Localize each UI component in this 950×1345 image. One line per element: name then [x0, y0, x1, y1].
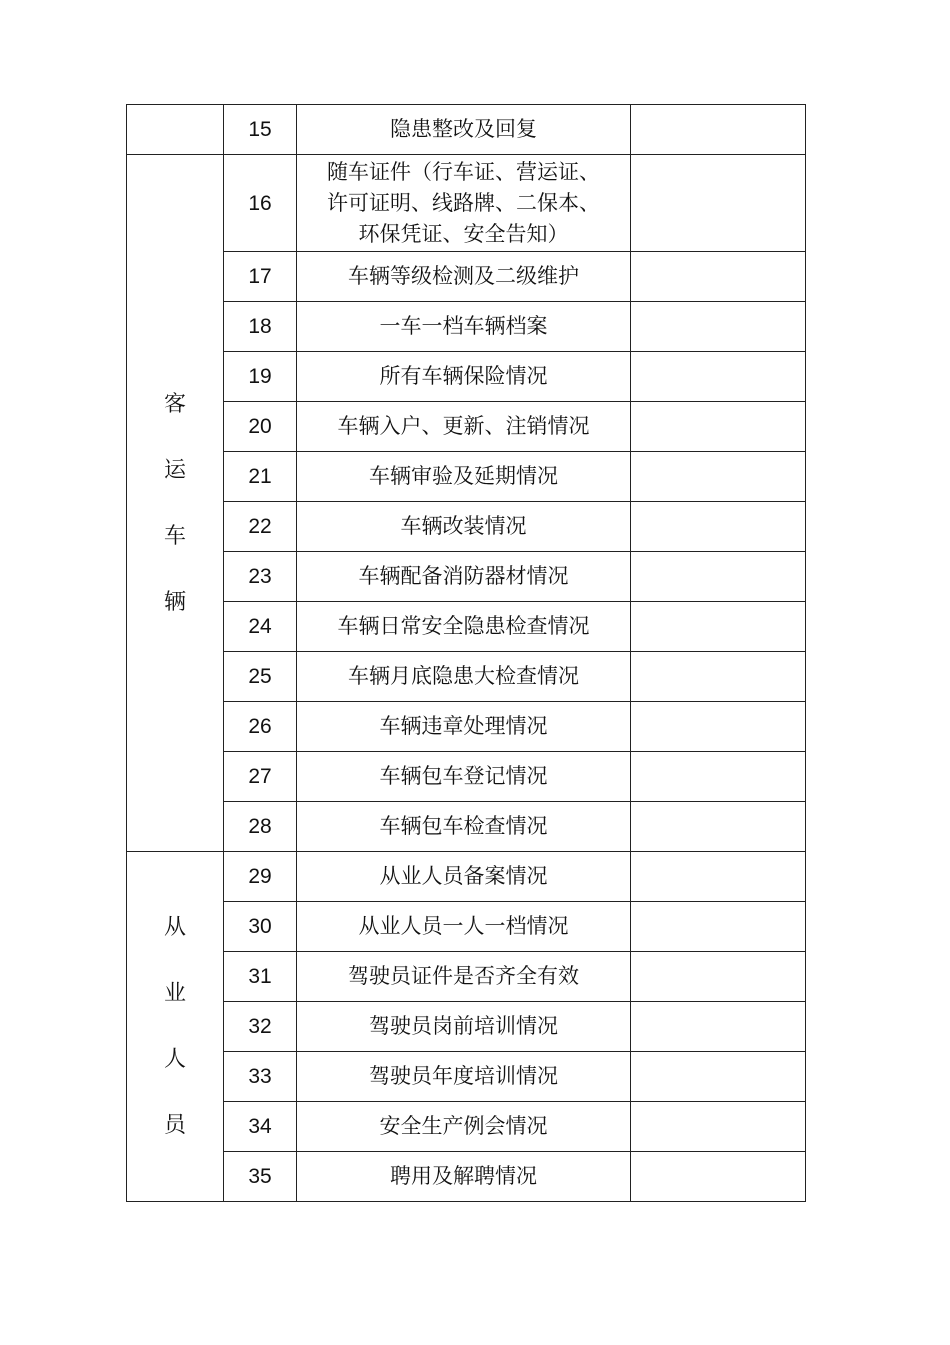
item-text: 安全生产例会情况 — [379, 1114, 548, 1138]
note-cell — [631, 402, 806, 452]
category-char: 车 — [163, 523, 186, 549]
table-row — [127, 502, 806, 552]
row-number: 31 — [224, 952, 297, 1002]
table-row — [127, 302, 806, 352]
table-row — [127, 105, 806, 155]
table-row — [127, 1102, 806, 1152]
item-text: 隐患整改及回复 — [390, 117, 537, 141]
table-row — [127, 902, 806, 952]
table-row — [127, 402, 806, 452]
row-number: 33 — [224, 1052, 297, 1102]
category-char: 从 — [163, 915, 186, 940]
note-cell — [631, 502, 806, 552]
item-text-line: 许可证明、线路牌、二保本、 — [327, 190, 600, 215]
note-cell — [631, 752, 806, 802]
item-cell — [297, 1002, 631, 1052]
category-char: 员 — [163, 1113, 186, 1138]
note-cell — [631, 1052, 806, 1102]
row-number: 28 — [224, 802, 297, 852]
row-number: 19 — [224, 352, 297, 402]
item-text: 聘用及解聘情况 — [390, 1164, 537, 1188]
item-text: 从业人员备案情况 — [379, 864, 548, 888]
category-label-practitioners — [127, 911, 223, 1142]
table-row — [127, 252, 806, 302]
item-text: 驾驶员岗前培训情况 — [369, 1014, 558, 1038]
table-row — [127, 155, 806, 252]
table-row — [127, 602, 806, 652]
row-number: 15 — [224, 105, 297, 155]
category-char: 运 — [163, 457, 186, 483]
row-number: 18 — [224, 302, 297, 352]
table-row — [127, 352, 806, 402]
item-cell — [297, 1052, 631, 1102]
item-cell — [297, 952, 631, 1002]
item-cell — [297, 702, 631, 752]
row-number: 24 — [224, 602, 297, 652]
item-text-line: 随车证件（行车证、营运证、 — [327, 159, 600, 184]
row-number: 17 — [224, 252, 297, 302]
note-cell — [631, 802, 806, 852]
row-number: 23 — [224, 552, 297, 602]
item-cell — [297, 252, 631, 302]
item-text: 车辆等级检测及二级维护 — [348, 264, 579, 288]
category-cell-passenger-vehicles — [127, 155, 224, 852]
table-row — [127, 702, 806, 752]
row-number: 29 — [224, 852, 297, 902]
item-cell — [297, 602, 631, 652]
item-cell — [297, 352, 631, 402]
item-text: 车辆审验及延期情况 — [369, 464, 558, 488]
table-row — [127, 952, 806, 1002]
item-text: 车辆入户、更新、注销情况 — [337, 414, 590, 438]
item-cell — [297, 452, 631, 502]
category-cell-practitioners — [127, 852, 224, 1202]
note-cell — [631, 155, 806, 252]
item-text: 驾驶员年度培训情况 — [369, 1064, 558, 1088]
row-number: 32 — [224, 1002, 297, 1052]
table-row — [127, 802, 806, 852]
row-number: 27 — [224, 752, 297, 802]
row-number: 21 — [224, 452, 297, 502]
item-cell — [297, 105, 631, 155]
item-text: 驾驶员证件是否齐全有效 — [348, 964, 579, 988]
note-cell — [631, 302, 806, 352]
item-cell — [297, 652, 631, 702]
note-cell — [631, 105, 806, 155]
item-text: 从业人员一人一档情况 — [358, 914, 569, 938]
item-cell — [297, 752, 631, 802]
note-cell — [631, 952, 806, 1002]
category-char: 业 — [163, 981, 186, 1006]
item-text: 车辆月底隐患大检查情况 — [348, 664, 579, 688]
row-number: 26 — [224, 702, 297, 752]
item-cell — [297, 1102, 631, 1152]
category-cell-empty — [127, 105, 224, 155]
inspection-checklist-table — [126, 104, 806, 1202]
row-number: 34 — [224, 1102, 297, 1152]
row-number: 25 — [224, 652, 297, 702]
category-char: 辆 — [163, 589, 186, 615]
item-cell — [297, 155, 631, 252]
note-cell — [631, 252, 806, 302]
note-cell — [631, 902, 806, 952]
note-cell — [631, 652, 806, 702]
table-row — [127, 1002, 806, 1052]
item-text: 所有车辆保险情况 — [379, 364, 548, 388]
row-number: 35 — [224, 1152, 297, 1202]
row-number: 22 — [224, 502, 297, 552]
table-row — [127, 1152, 806, 1202]
note-cell — [631, 352, 806, 402]
category-label-passenger-vehicles — [127, 388, 223, 619]
row-number: 20 — [224, 402, 297, 452]
note-cell — [631, 552, 806, 602]
item-text: 一车一档车辆档案 — [379, 314, 548, 338]
item-cell — [297, 302, 631, 352]
table-row — [127, 1052, 806, 1102]
row-number: 16 — [224, 155, 297, 252]
item-text: 车辆包车检查情况 — [379, 814, 548, 838]
table-row — [127, 652, 806, 702]
item-cell — [297, 552, 631, 602]
item-text: 车辆违章处理情况 — [379, 714, 548, 738]
table-row — [127, 552, 806, 602]
note-cell — [631, 1152, 806, 1202]
note-cell — [631, 702, 806, 752]
note-cell — [631, 602, 806, 652]
item-cell — [297, 502, 631, 552]
table-row — [127, 852, 806, 902]
table-row — [127, 452, 806, 502]
item-text: 车辆配备消防器材情况 — [358, 564, 569, 588]
item-text: 车辆改装情况 — [400, 514, 527, 538]
item-text: 车辆包车登记情况 — [379, 764, 548, 788]
table-row — [127, 752, 806, 802]
note-cell — [631, 1002, 806, 1052]
item-cell — [297, 402, 631, 452]
item-text-line: 环保凭证、安全告知） — [358, 221, 569, 246]
item-cell — [297, 852, 631, 902]
note-cell — [631, 852, 806, 902]
category-char: 人 — [163, 1047, 186, 1072]
item-cell — [297, 902, 631, 952]
item-cell — [297, 1152, 631, 1202]
note-cell — [631, 1102, 806, 1152]
row-number: 30 — [224, 902, 297, 952]
item-text: 车辆日常安全隐患检查情况 — [337, 614, 590, 638]
item-cell — [297, 802, 631, 852]
note-cell — [631, 452, 806, 502]
category-char: 客 — [163, 391, 186, 417]
